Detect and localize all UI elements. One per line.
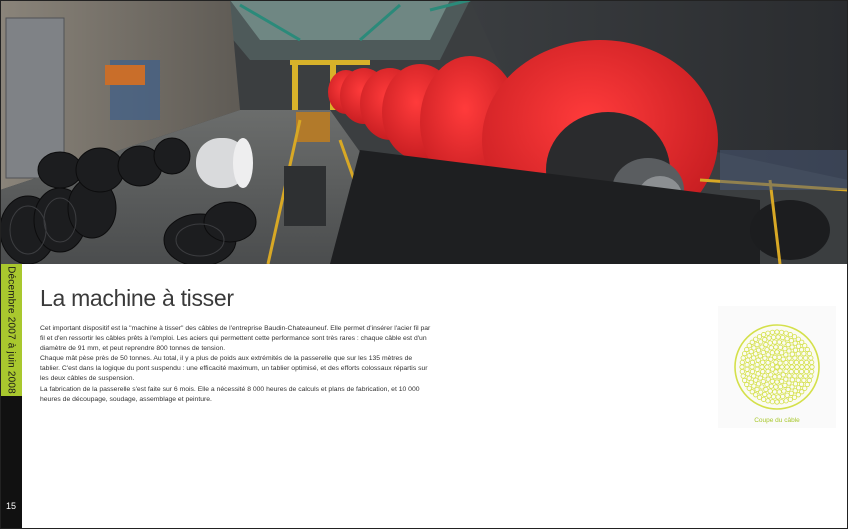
date-tab (0, 264, 22, 396)
cable-cross-section-image (732, 322, 822, 412)
factory-photo (0, 0, 848, 264)
cable-machine-illustration (0, 0, 848, 264)
paragraph: La fabrication de la passerelle s'est faite sur 6 mois. Elle a nécessité 8 000 heures de calculs et plans de fabrication, et 10 000 heures de découpage, soudage, assemblage et peinture. (40, 385, 420, 403)
article-title: La machine à tisser (40, 285, 234, 311)
paragraph: Chaque mât pèse près de 50 tonnes. Au total, il y a plus de poids aux extrémités de la passerelle que sur les 135 mètres de tablier. C'est dans la logique du pont suspendu : une efficacité maximum, un tablier optimisé, et des efforts colossaux répartis sur les deux câbles de suspension. (40, 355, 428, 383)
article-body (40, 324, 432, 405)
paragraph: Cet important dispositif est la "machine à tisser" des câbles de l'entreprise Baudin-Chateauneuf. Elle permet d'insérer l'acier fil par fil et d'en ressortir les câbles prêts à l'emploi. Les aciers qui permettent cette performance sont très rares : chaque câble est d'un diamètre de 91 mm, et peut reprendre 800 tonnes de tension. (40, 325, 431, 353)
page-number: 15 (5, 501, 16, 511)
figure-caption: Coupe du câble (754, 417, 800, 424)
side-bar (0, 264, 22, 529)
date-range-label: Décembre 2007 à juin 2008 (5, 266, 17, 394)
cable-cross-section-figure (718, 306, 836, 428)
